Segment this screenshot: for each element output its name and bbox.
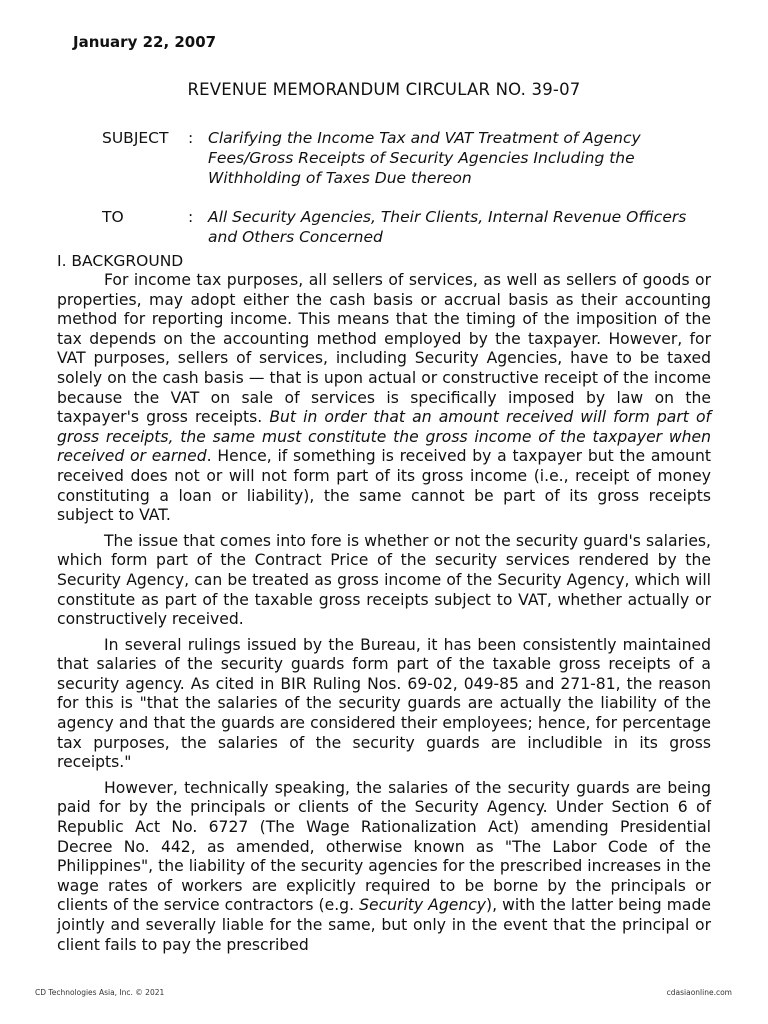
document-body: [57, 271, 711, 961]
paragraph-1-text-a: For income tax purposes, all sellers of services, as well as sellers of goods or properties, may adopt either the cash basis or accrual basis as their accounting method for reporting income. This means that the timing of the imposition of the tax depends on the accounting method employed by the taxpayer. However, for VAT purposes, sellers of services, including Security Agencies, have to be taxed solely on the cash basis — that is upon actual or constructive receipt of the income because the VAT on sale of services is specifically imposed by law on the taxpayer's gross receipts.: [57, 271, 711, 427]
paragraph-1-text-b: . Hence, if something is received by a taxpayer but the amount received does not or will not form part of its gross income (i.e., receipt of money constituting a loan or liability), the same cannot be part of its gross receipts subject to VAT.: [57, 447, 712, 525]
paragraph-1-italic: But in order that an amount received will form part of gross receipts, the same must constitute the gross income of the taxpayer when received or earned: [57, 408, 711, 466]
document-title: REVENUE MEMORANDUM CIRCULAR NO. 39-07: [187, 80, 581, 99]
paragraph-4-text-b: ), with the latter being made jointly and severally liable for the same, but only in the event that the principal or client fails to pay the prescribed: [57, 896, 711, 954]
to-colon: :: [188, 208, 194, 226]
footer-copyright: CD Technologies Asia, Inc. © 2021: [35, 988, 165, 997]
paragraph-2: The issue that comes into fore is whether or not the security guard's salaries, which form part of the Contract Price of the security services rendered by the Security Agency, can be treated as gross income of the Security Agency, which will constitute as part of the taxable gross receipts subject to VAT, whether actually or constructively received.: [57, 531, 711, 629]
paragraph-3: In several rulings issued by the Bureau, it has been consistently maintained that salaries of the security guards form part of the taxable gross receipts of a security agency. As cited in BIR Ruling Nos. 69-02, 049-85 and 271-81, the reason for this is "that the salaries of the security guards are actually the liability of the agency and that the guards are considered their employees; hence, for percentage tax purposes, the salaries of the security guards are includible in its gross receipts.": [57, 635, 711, 772]
document-date: January 22, 2007: [73, 33, 217, 51]
paragraph-4: [57, 779, 711, 955]
section-heading: I. BACKGROUND: [57, 252, 184, 270]
subject-colon: :: [188, 129, 194, 147]
paragraph-4-italic: Security Agency: [359, 896, 487, 915]
subject-text: Clarifying the Income Tax and VAT Treatment of Agency Fees/Gross Receipts of Security Agencies Including the Withholding of Taxes Due thereon: [208, 129, 641, 187]
paragraph-4-text-a: However, technically speaking, the salaries of the security guards are being paid for by the principals or clients of the Security Agency. Under Section 6 of Republic Act No. 6727 (The Wage Rationalization Act) amending Presidential Decree No. 442, as amended, otherwise known as "The Labor Code of the Philippines", the liability of the security agencies for the prescribed increases in the wage rates of workers are explicitly required to be borne by the principals or clients of the service contractors (e.g.: [57, 778, 711, 915]
paragraph-1: [57, 271, 711, 526]
to-label: TO: [102, 208, 124, 226]
footer-website: cdasiaonline.com: [666, 988, 732, 997]
subject-label: SUBJECT: [102, 129, 169, 147]
to-text: All Security Agencies, Their Clients, Internal Revenue Officers and Others Concerned: [208, 208, 687, 246]
